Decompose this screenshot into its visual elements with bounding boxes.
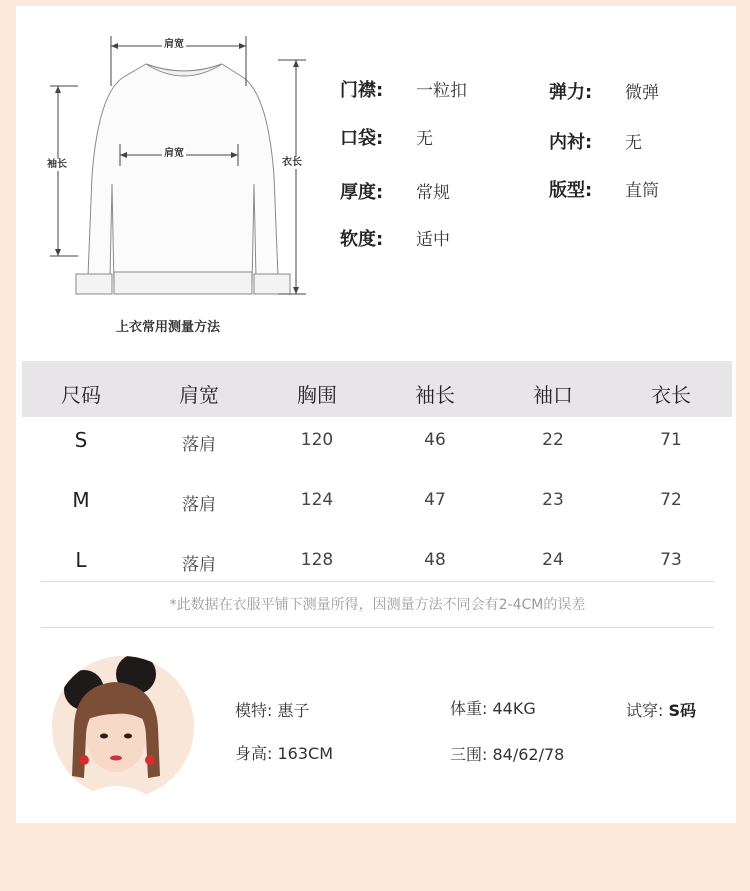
cell-size: M xyxy=(72,488,90,512)
header-cuff: 袖口 xyxy=(533,383,573,407)
cell-cuff: 24 xyxy=(542,550,564,570)
header-shoulder: 肩宽 xyxy=(179,383,219,407)
model-name-label: 模特: xyxy=(235,701,273,720)
cell-cuff: 22 xyxy=(542,430,564,450)
spec-fit xyxy=(549,176,659,202)
spec-value: 一粒扣 xyxy=(416,81,467,101)
cell-sleeve: 46 xyxy=(424,430,446,450)
measurement-note: *此数据在衣服平铺下测量所得，因测量方法不同会有2-4CM的误差 xyxy=(169,597,586,613)
spec-pocket xyxy=(340,124,433,150)
size-chart-card xyxy=(16,6,736,823)
model-tryon xyxy=(626,698,696,721)
model-height xyxy=(235,741,333,764)
chest-measure-label: 肩宽 xyxy=(164,148,184,159)
spec-value: 常规 xyxy=(416,183,450,203)
model-name-value: 惠子 xyxy=(277,701,310,720)
cell-length: 73 xyxy=(660,550,682,570)
header-chest: 胸围 xyxy=(297,383,337,407)
spec-value: 无 xyxy=(416,129,433,149)
cell-chest: 124 xyxy=(300,490,334,510)
model-height-label: 身高: xyxy=(235,744,273,763)
diagram-caption: 上衣常用测量方法 xyxy=(116,320,221,335)
model-tryon-label: 试穿: xyxy=(626,701,664,720)
spec-key: 弹力: xyxy=(549,82,593,103)
model-tryon-value: S码 xyxy=(668,701,697,720)
cell-length: 72 xyxy=(660,490,682,510)
model-measurements-label: 三围: xyxy=(450,745,488,764)
cell-shoulder: 落肩 xyxy=(182,495,216,515)
model-weight xyxy=(450,696,536,719)
sleeve-measure-label: 袖长 xyxy=(47,159,67,170)
length-measure-label: 衣长 xyxy=(282,157,302,168)
spec-lining xyxy=(549,128,642,154)
divider xyxy=(41,627,714,628)
spec-key: 门襟: xyxy=(340,80,384,101)
sweater-illustration xyxy=(16,6,336,351)
measurement-diagram xyxy=(16,6,336,351)
spec-value: 无 xyxy=(625,133,642,153)
cell-sleeve: 48 xyxy=(424,550,446,570)
model-avatar xyxy=(52,656,194,798)
spec-key: 厚度: xyxy=(340,182,384,203)
divider xyxy=(41,581,714,582)
header-sleeve: 袖长 xyxy=(415,383,455,407)
spec-key: 软度: xyxy=(340,229,384,250)
spec-softness xyxy=(340,225,450,251)
spec-value: 微弹 xyxy=(625,83,659,103)
model-weight-label: 体重: xyxy=(450,699,488,718)
spec-elasticity xyxy=(549,78,659,104)
size-table-header xyxy=(22,361,732,417)
spec-key: 版型: xyxy=(549,180,593,201)
model-weight-value: 44KG xyxy=(492,699,536,718)
spec-key: 内衬: xyxy=(549,132,593,153)
cell-length: 71 xyxy=(660,430,682,450)
cell-chest: 120 xyxy=(300,430,334,450)
cell-shoulder: 落肩 xyxy=(182,555,216,575)
spec-placket xyxy=(340,76,467,102)
spec-thickness xyxy=(340,178,450,204)
cell-chest: 128 xyxy=(300,550,334,570)
cell-sleeve: 47 xyxy=(424,490,446,510)
header-length: 衣长 xyxy=(651,383,691,407)
model-portrait-image xyxy=(52,656,194,798)
spec-value: 适中 xyxy=(416,230,450,250)
model-name xyxy=(235,698,310,721)
model-height-value: 163CM xyxy=(277,744,334,763)
cell-size: L xyxy=(75,548,87,572)
model-measurements-value: 84/62/78 xyxy=(492,745,565,764)
cell-cuff: 23 xyxy=(542,490,564,510)
spec-key: 口袋: xyxy=(340,128,384,149)
spec-value: 直筒 xyxy=(625,181,659,201)
model-measurements xyxy=(450,742,564,765)
cell-shoulder: 落肩 xyxy=(182,435,216,455)
shoulder-measure-label: 肩宽 xyxy=(164,39,184,50)
header-size: 尺码 xyxy=(61,383,101,407)
cell-size: S xyxy=(74,428,88,452)
